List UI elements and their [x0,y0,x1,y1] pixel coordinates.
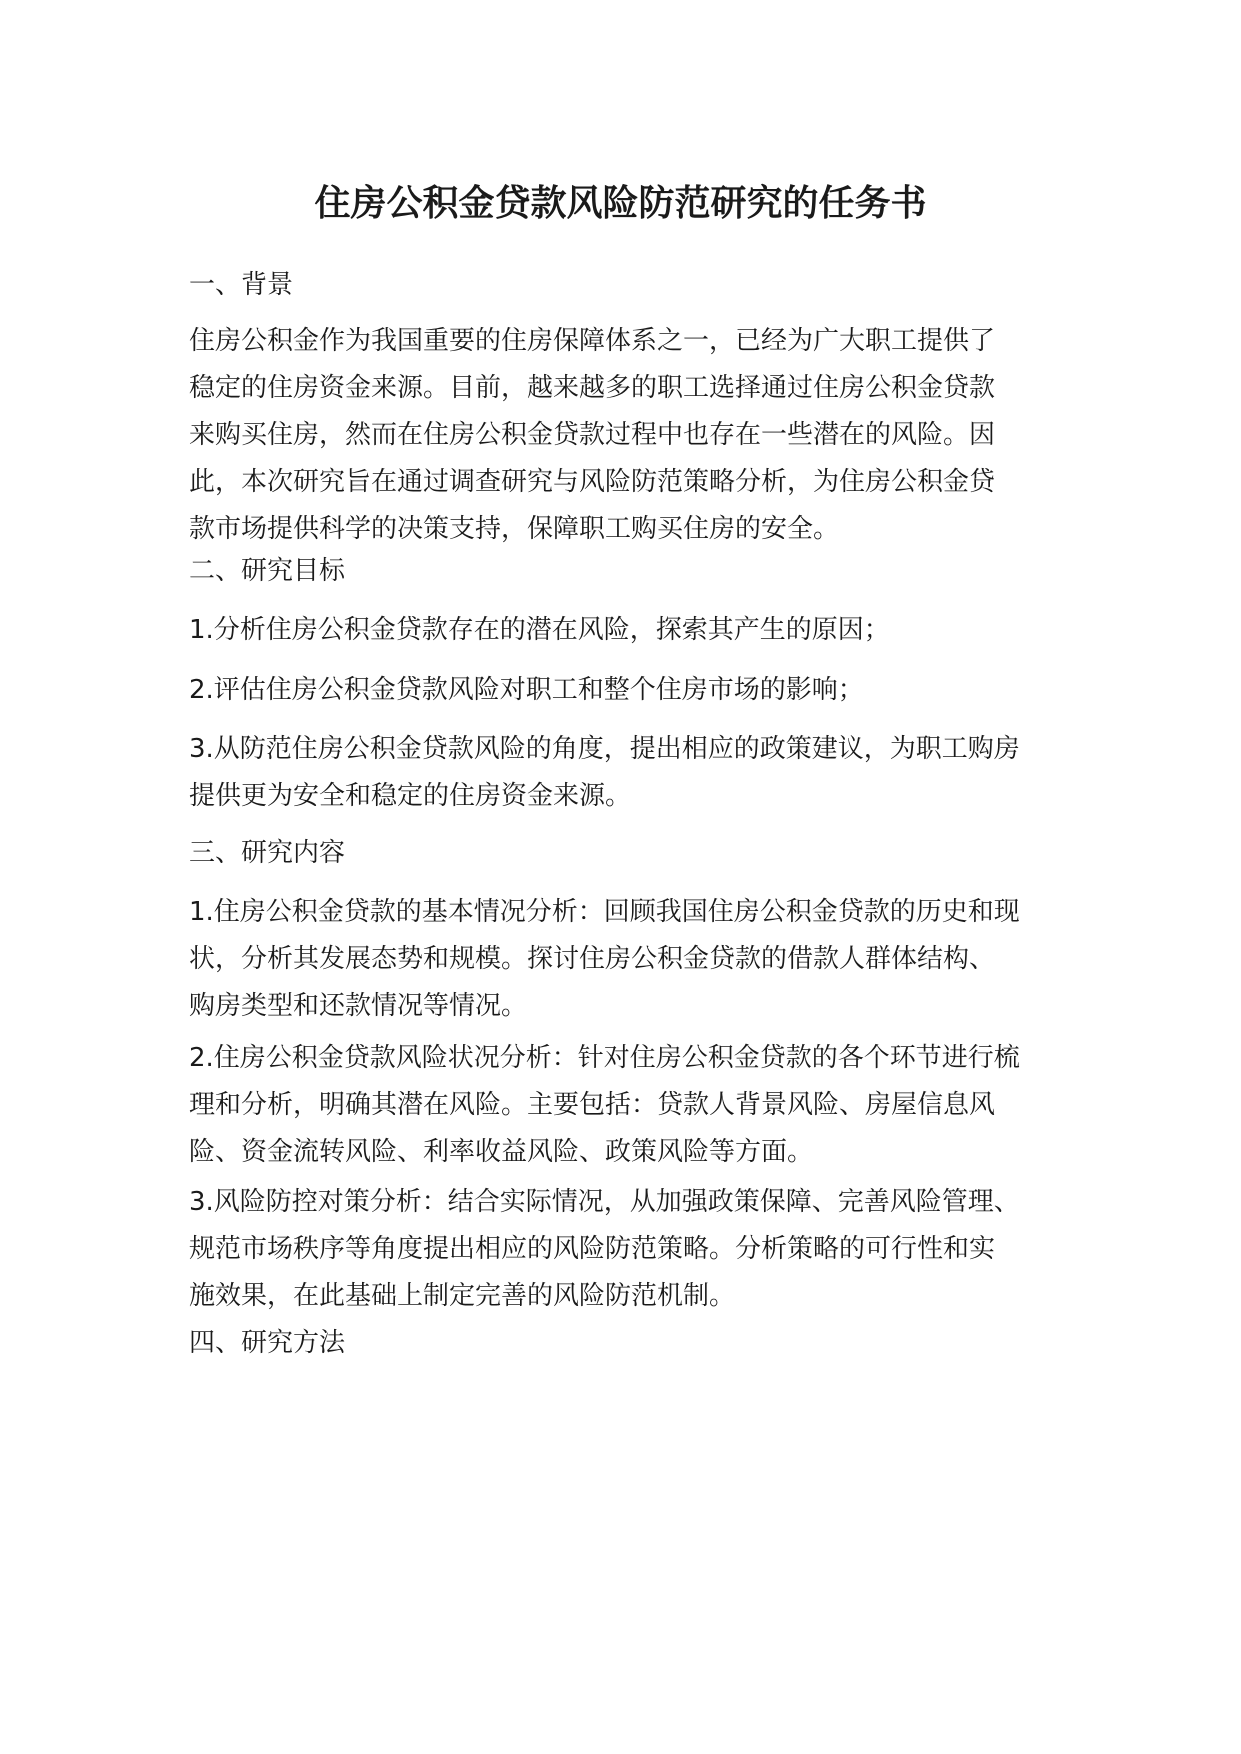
section-heading-content: 三、研究内容 [189,838,346,868]
goal-item-2: 2.评估住房公积金贷款风险对职工和整个住房市场的影响； [189,675,864,705]
document-title: 住房公积金贷款风险防范研究的任务书 [314,183,927,224]
goal-item-1: 1.分析住房公积金贷款存在的潜在风险，探索其产生的原因； [189,615,890,645]
content-item-1: 1.住房公积金贷款的基本情况分析：回顾我国住房公积金贷款的历史和现 状，分析其发展态势和规模。探讨住房公积金贷款的借款人群体结构、 购房类型和还款情况等情况。 [189,897,1020,1021]
background-paragraph: 住房公积金作为我国重要的住房保障体系之一，已经为广大职工提供了 稳定的住房资金来源。目前，越来越多的职工选择通过住房公积金贷款 来购买住房，然而在住房公积金贷款过程中也存在一些潜在的风险。因 此，本次研究旨在通过调查研究与风险防范策略分析，为住房公积金贷 款市场提供科学的决策支持，保障职工购买住房的安全。 [189,326,996,544]
section-heading-goals: 二、研究目标 [189,556,346,586]
goal-item-3: 3.从防范住房公积金贷款风险的角度，提出相应的政策建议，为职工购房 提供更为安全和稳定的住房资金来源。 [189,734,1020,811]
content-item-2: 2.住房公积金贷款风险状况分析：针对住房公积金贷款的各个环节进行梳 理和分析，明确其潜在风险。主要包括：贷款人背景风险、房屋信息风 险、资金流转风险、利率收益风险、政策风险等方面。 [189,1043,1020,1167]
section-heading-methods: 四、研究方法 [189,1328,346,1358]
content-item-3: 3.风险防控对策分析：结合实际情况，从加强政策保障、完善风险管理、 规范市场秩序等角度提出相应的风险防范策略。分析策略的可行性和实 施效果，在此基础上制定完善的风险防范机制。 [189,1187,1020,1311]
section-heading-background: 一、背景 [189,270,294,300]
